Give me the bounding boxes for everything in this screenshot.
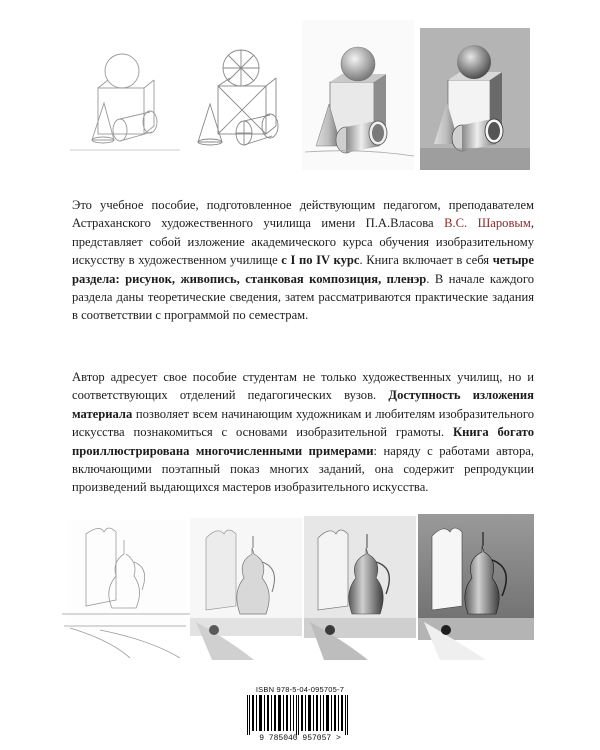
bottom-panel-stage-1: [62, 520, 190, 658]
bottom-panel-stage-2: [190, 518, 302, 660]
top-illustration-strip: [0, 0, 600, 182]
para1-bold-courses: с I по IV курс: [281, 253, 360, 268]
top-panel-stage-1: [70, 54, 180, 150]
description-paragraph-1: [72, 196, 534, 325]
top-panel-stage-4: [420, 28, 530, 170]
author-name: В.С. Шаровым: [444, 216, 531, 231]
top-panel-stage-3: [302, 20, 414, 170]
barcode-digits: 9 785040 957057 >: [259, 734, 341, 743]
para2-text-2: позволяет всем начинающим художникам и любителям изобразительного искусства познакомиться с основами изобразительной грамоты.: [72, 406, 534, 440]
isbn-barcode: [237, 685, 363, 743]
bottom-panel-stage-3: [304, 516, 416, 660]
still-life-jug-drawing-sequence: [0, 510, 600, 660]
para2-text-1: Автор адресует свое пособие студентам не только художественных училищ, но и соответствующих отделений педагогических вузов.: [72, 370, 534, 403]
para2-bold-accessibility: Доступность изложения материала: [72, 388, 534, 421]
description-paragraph-2: [72, 368, 534, 497]
para1-text-1: Это учебное пособие, подготовленное действующим педагогом, преподавателем Астраханского художественного училища имени П.А.Власова: [72, 198, 534, 231]
bottom-panel-stage-4: [418, 514, 534, 660]
geometric-bodies-drawing-sequence: [0, 0, 600, 182]
para1-bold-sections: четыре раздела: рисунок, живопись, станковая композиция, пленэр: [72, 253, 535, 286]
para1-text-3: . Книга включает в себя: [359, 253, 493, 268]
bottom-illustration-strip: [0, 510, 600, 660]
para2-bold-illustrated: Книга богато проиллюстрирована многочисленными примерами: [72, 425, 534, 458]
para1-text-4: . В начале каждого раздела даны теоретические сведения, затем рассматриваются практические задания в соответствии с программой по семестрам.: [72, 271, 534, 323]
top-panel-stage-2: [198, 50, 278, 145]
para1-text-2: , представляет собой изложение академического курса обучения изобразительному искусству в художественном училище: [72, 216, 534, 268]
barcode-bars: [237, 695, 363, 735]
para2-text-3: : наряду с работами автора, включающими поэтапный показ многих заданий, она содержит репродукции произведений выдающихся мастеров изобразительного искусства.: [72, 443, 534, 495]
isbn-number: ISBN 978-5-04-095705-7: [255, 685, 345, 694]
